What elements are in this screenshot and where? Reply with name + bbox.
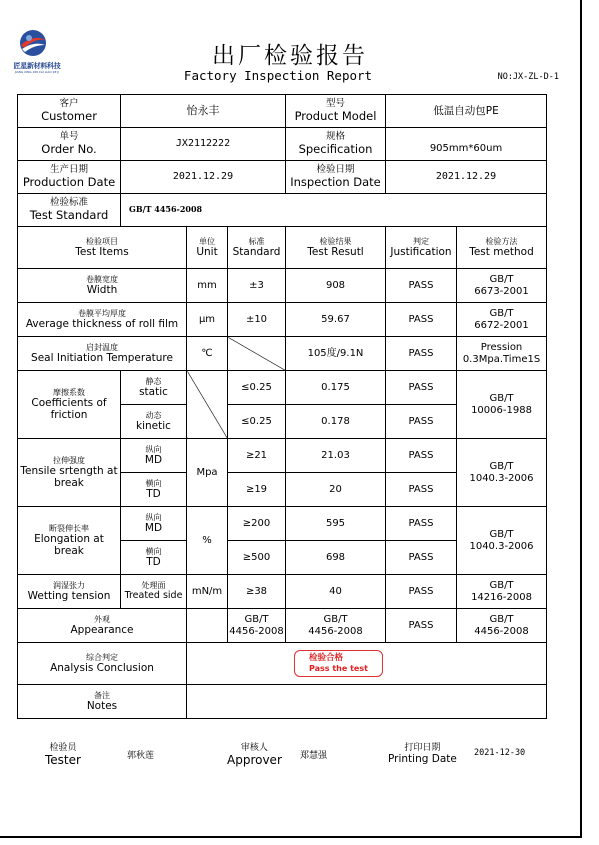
col-justification: 判定 Justification — [386, 227, 457, 269]
wetting-side-label: 处理面 Treated side — [121, 575, 187, 609]
judge-appearance: PASS — [386, 609, 457, 643]
unit-wetting: mN/m — [187, 575, 228, 609]
order-label: 单号 Order No. — [18, 128, 121, 161]
customer-label: 客户 Customer — [18, 95, 121, 128]
judge-friction-kinetic: PASS — [386, 405, 457, 439]
spec-value: 905mm*60um — [386, 128, 547, 161]
elongation-md-label: 纵向 MD — [121, 507, 187, 541]
table-row-thickness — [18, 303, 547, 337]
table-row-notes — [18, 685, 547, 719]
item-tensile: 拉伸强度 Tensile srtength at break — [18, 439, 121, 507]
report-title-en: Factory Inspection Report — [183, 68, 373, 83]
standard-tensile-td: ≥19 — [228, 473, 286, 507]
judge-width: PASS — [386, 269, 457, 303]
header-row-standard — [18, 194, 547, 227]
tester-name: 郭秋莲 — [127, 751, 155, 761]
item-conclusion: 综合判定 Analysis Conclusion — [18, 643, 187, 685]
item-friction: 摩擦系数 Coefficients of friction — [18, 371, 121, 439]
spec-label: 规格 Specification — [286, 128, 386, 161]
table-row-seal — [18, 337, 547, 371]
unit-thickness: μm — [187, 303, 228, 337]
model-label: 型号 Product Model — [286, 95, 386, 128]
table-row-elongation-md — [18, 507, 547, 541]
logo-company-pinyin: JIANG XING XIN CAI LIAO KE JI — [14, 70, 60, 74]
unit-seal: ℃ — [187, 337, 228, 371]
method-appearance: GB/T 4456-2008 — [457, 609, 547, 643]
judge-friction-static: PASS — [386, 371, 457, 405]
approver-name: 郑慧强 — [300, 751, 328, 761]
col-test-method: 检验方法 Test method — [457, 227, 547, 269]
table-row-width — [18, 269, 547, 303]
item-thickness: 卷膜平均厚度 Average thickness of roll film — [18, 303, 187, 337]
standard-elongation-td: ≥500 — [228, 541, 286, 575]
result-tensile-td: 20 — [286, 473, 386, 507]
result-seal: 105度/9.1N — [286, 337, 386, 371]
printing-date-label: 打印日期 Printing Date — [388, 743, 457, 765]
method-elongation: GB/T 1040.3-2006 — [457, 507, 547, 575]
result-friction-static: 0.175 — [286, 371, 386, 405]
standard-elongation-md: ≥200 — [228, 507, 286, 541]
standard-thickness: ±10 — [228, 303, 286, 337]
item-wetting: 润湿张力 Wetting tension — [18, 575, 121, 609]
approver-label: 审核人 Approver — [227, 743, 282, 767]
table-row-appearance — [18, 609, 547, 643]
result-width: 908 — [286, 269, 386, 303]
order-value: JX2112222 — [121, 128, 286, 161]
col-unit: 单位 Unit — [187, 227, 228, 269]
result-elongation-md: 595 — [286, 507, 386, 541]
friction-static-label: 静态 static — [121, 371, 187, 405]
printing-date: 2021-12-30 — [474, 748, 526, 758]
unit-friction-empty — [187, 371, 228, 439]
tensile-md-label: 纵向 MD — [121, 439, 187, 473]
unit-width: mm — [187, 269, 228, 303]
standard-friction-kinetic: ≤0.25 — [228, 405, 286, 439]
production-date-label: 生产日期 Production Date — [18, 161, 121, 194]
tester-label: 检验员 Tester — [45, 743, 81, 767]
header-row-dates — [18, 161, 547, 194]
judge-elongation-td: PASS — [386, 541, 457, 575]
table-row-wetting — [18, 575, 547, 609]
standard-width: ±3 — [228, 269, 286, 303]
standard-seal-empty — [228, 337, 286, 371]
col-standard: 标准 Standard — [228, 227, 286, 269]
unit-tensile: Mpa — [187, 439, 228, 507]
col-test-result: 检验结果 Test Resutl — [286, 227, 386, 269]
unit-appearance-empty — [187, 609, 228, 643]
result-elongation-td: 698 — [286, 541, 386, 575]
item-width: 卷膜宽度 Width — [18, 269, 187, 303]
judge-elongation-md: PASS — [386, 507, 457, 541]
table-row-friction-static — [18, 371, 547, 405]
report-title-cn: 出厂检验报告 — [212, 43, 368, 69]
unit-elongation: % — [187, 507, 228, 575]
logo-company-name: 匠星新材料科技 — [13, 62, 61, 70]
table-row-conclusion — [18, 643, 547, 685]
standard-friction-static: ≤0.25 — [228, 371, 286, 405]
inspection-table — [17, 94, 547, 719]
production-date-value: 2021.12.29 — [121, 161, 286, 194]
standard-appearance: GB/T 4456-2008 — [228, 609, 286, 643]
result-wetting: 40 — [286, 575, 386, 609]
pass-stamp: 检验合格 Pass the test — [294, 650, 383, 677]
method-thickness: GB/T 6672-2001 — [457, 303, 547, 337]
model-value: 低温自动包PE — [386, 95, 547, 128]
friction-kinetic-label: 动态 kinetic — [121, 405, 187, 439]
customer-value: 怡永丰 — [121, 95, 286, 128]
item-appearance: 外观 Appearance — [18, 609, 187, 643]
elongation-td-label: 横向 TD — [121, 541, 187, 575]
method-tensile: GB/T 1040.3-2006 — [457, 439, 547, 507]
item-seal: 启封温度 Seal Initiation Temperature — [18, 337, 187, 371]
test-standard-label: 检验标准 Test Standard — [18, 194, 121, 227]
notes-value — [187, 685, 547, 719]
result-thickness: 59.67 — [286, 303, 386, 337]
col-test-items: 检验项目 Test Items — [18, 227, 187, 269]
table-row-tensile-md — [18, 439, 547, 473]
header-row-customer — [18, 95, 547, 128]
judge-tensile-td: PASS — [386, 473, 457, 507]
standard-wetting: ≥38 — [228, 575, 286, 609]
method-wetting: GB/T 14216-2008 — [457, 575, 547, 609]
tensile-td-label: 横向 TD — [121, 473, 187, 507]
test-standard-value: GB/T 4456-2008 — [121, 194, 547, 227]
item-notes: 备注 Notes — [18, 685, 187, 719]
result-appearance: GB/T 4456-2008 — [286, 609, 386, 643]
standard-tensile-md: ≥21 — [228, 439, 286, 473]
document-number: NO:JX-ZL-D-1 — [497, 72, 559, 82]
inspection-date-label: 检验日期 Inspection Date — [286, 161, 386, 194]
judge-wetting: PASS — [386, 575, 457, 609]
method-width: GB/T 6673-2001 — [457, 269, 547, 303]
conclusion-value — [187, 643, 547, 685]
signature-footer — [17, 740, 557, 780]
method-friction: GB/T 10006-1988 — [457, 371, 547, 439]
column-header-row — [18, 227, 547, 269]
item-elongation: 断裂伸长率 Elongation at break — [18, 507, 121, 575]
judge-seal: PASS — [386, 337, 457, 371]
result-friction-kinetic: 0.178 — [286, 405, 386, 439]
judge-tensile-md: PASS — [386, 439, 457, 473]
inspection-date-value: 2021.12.29 — [386, 161, 547, 194]
result-tensile-md: 21.03 — [286, 439, 386, 473]
method-seal: Pression 0.3Mpa.Time1S — [457, 337, 547, 371]
judge-thickness: PASS — [386, 303, 457, 337]
header-row-order — [18, 128, 547, 161]
